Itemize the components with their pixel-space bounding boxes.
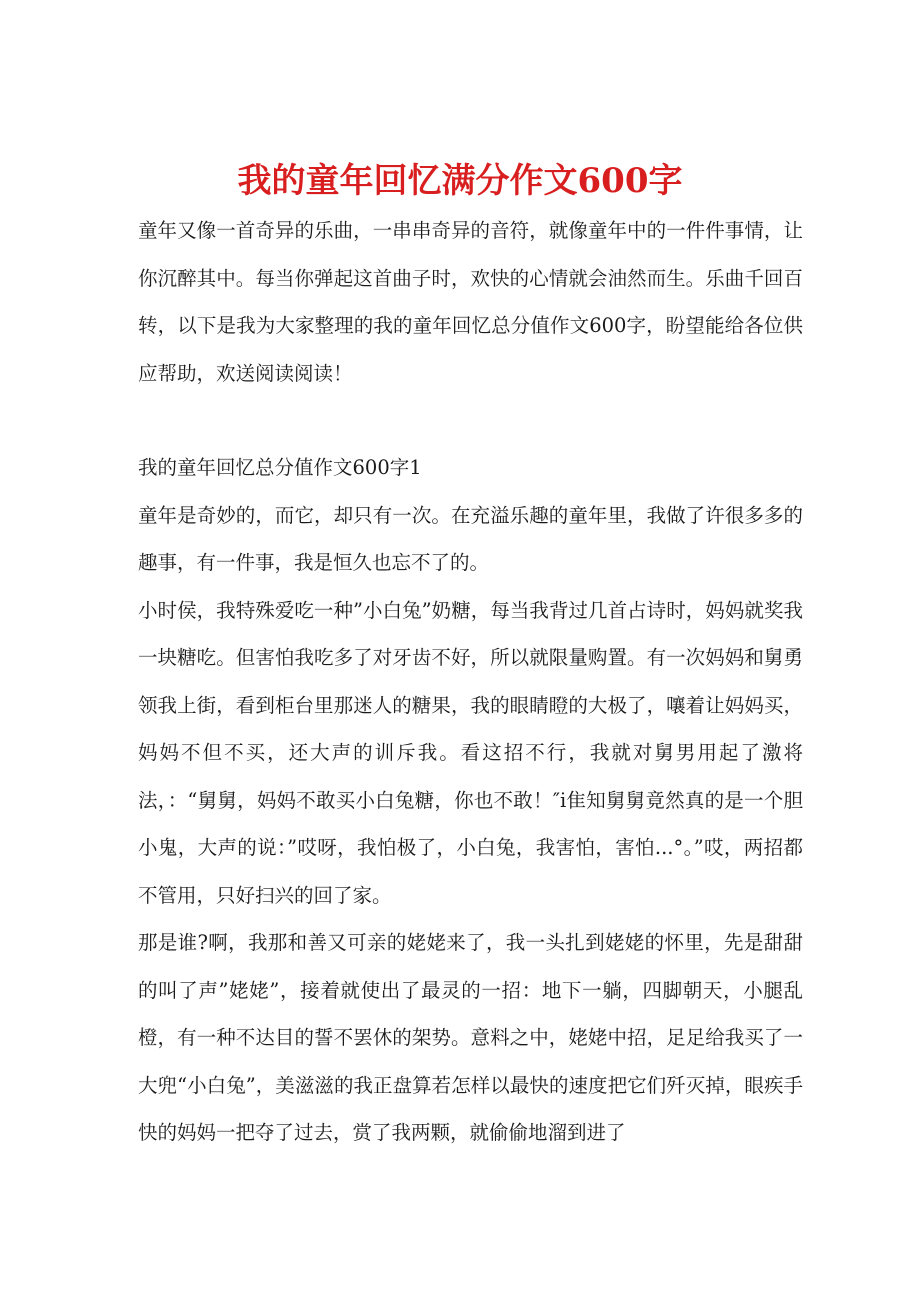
intro-paragraph: 童年又像一首奇异的乐曲，一串串奇异的音符，就像童年中的一件件事情，让你沉醉其中。每当你弹起这首曲子时，欢快的心情就会油然而生。乐曲千回百转，以下是我为大家整理的我的童年回忆总分值作文600字，盼望能给各位供应帮助，欢送阅读阅读！ [138,219,803,385]
body-paragraph: 那是谁?啊，我那和善又可亲的姥姥来了，我一头扎到姥姥的怀里，先是甜甜的叫了声”姥姥”，接着就使出了最灵的一招：地下一躺，四脚朝天，小腿乱橙，有一种不达目的誓不罢休的架势。意料之中，姥姥中招，足足给我买了一大兜“小白兔”，美滋滋的我正盘算若怎样以最快的速度把它们歼灭掉，眼疾手快的妈妈一把夺了过去，赏了我两颗，就偷偷地溜到进了 [138,931,803,1144]
section-heading: 我的童年回忆总分值作文600字1 [138,456,422,479]
body-paragraph: 童年是奇妙的，而它，却只有一次。在充溢乐趣的童年里，我做了许很多多的趣事，有一件事，我是恒久也忘不了的。 [138,503,803,574]
document-body [138,207,803,1157]
body-paragraph: 小时侯，我特殊爱吃一种”小白兔”奶糖，每当我背过几首占诗时，妈妈就奖我一块糖吃。但害怕我吃多了对牙齿不好，所以就限量购置。有一次妈妈和舅勇领我上街，看到柜台里那迷人的糖果，我的眼睛瞪的大极了，嚷着让妈妈买，妈妈不但不买，还大声的训斥我。看这招不行，我就对舅男用起了激将法，：“舅舅，妈妈不敢买小白兔糖，你也不敢！″i隹知舅舅竟然真的是一个胆小鬼，大声的说：”哎呀，我怕极了，小白兔，我害怕，害怕...°。”哎，两招都不管用，只好扫兴的回了家。 [138,598,803,907]
document-title: 我的童年回忆满分作文600字 [237,160,683,201]
